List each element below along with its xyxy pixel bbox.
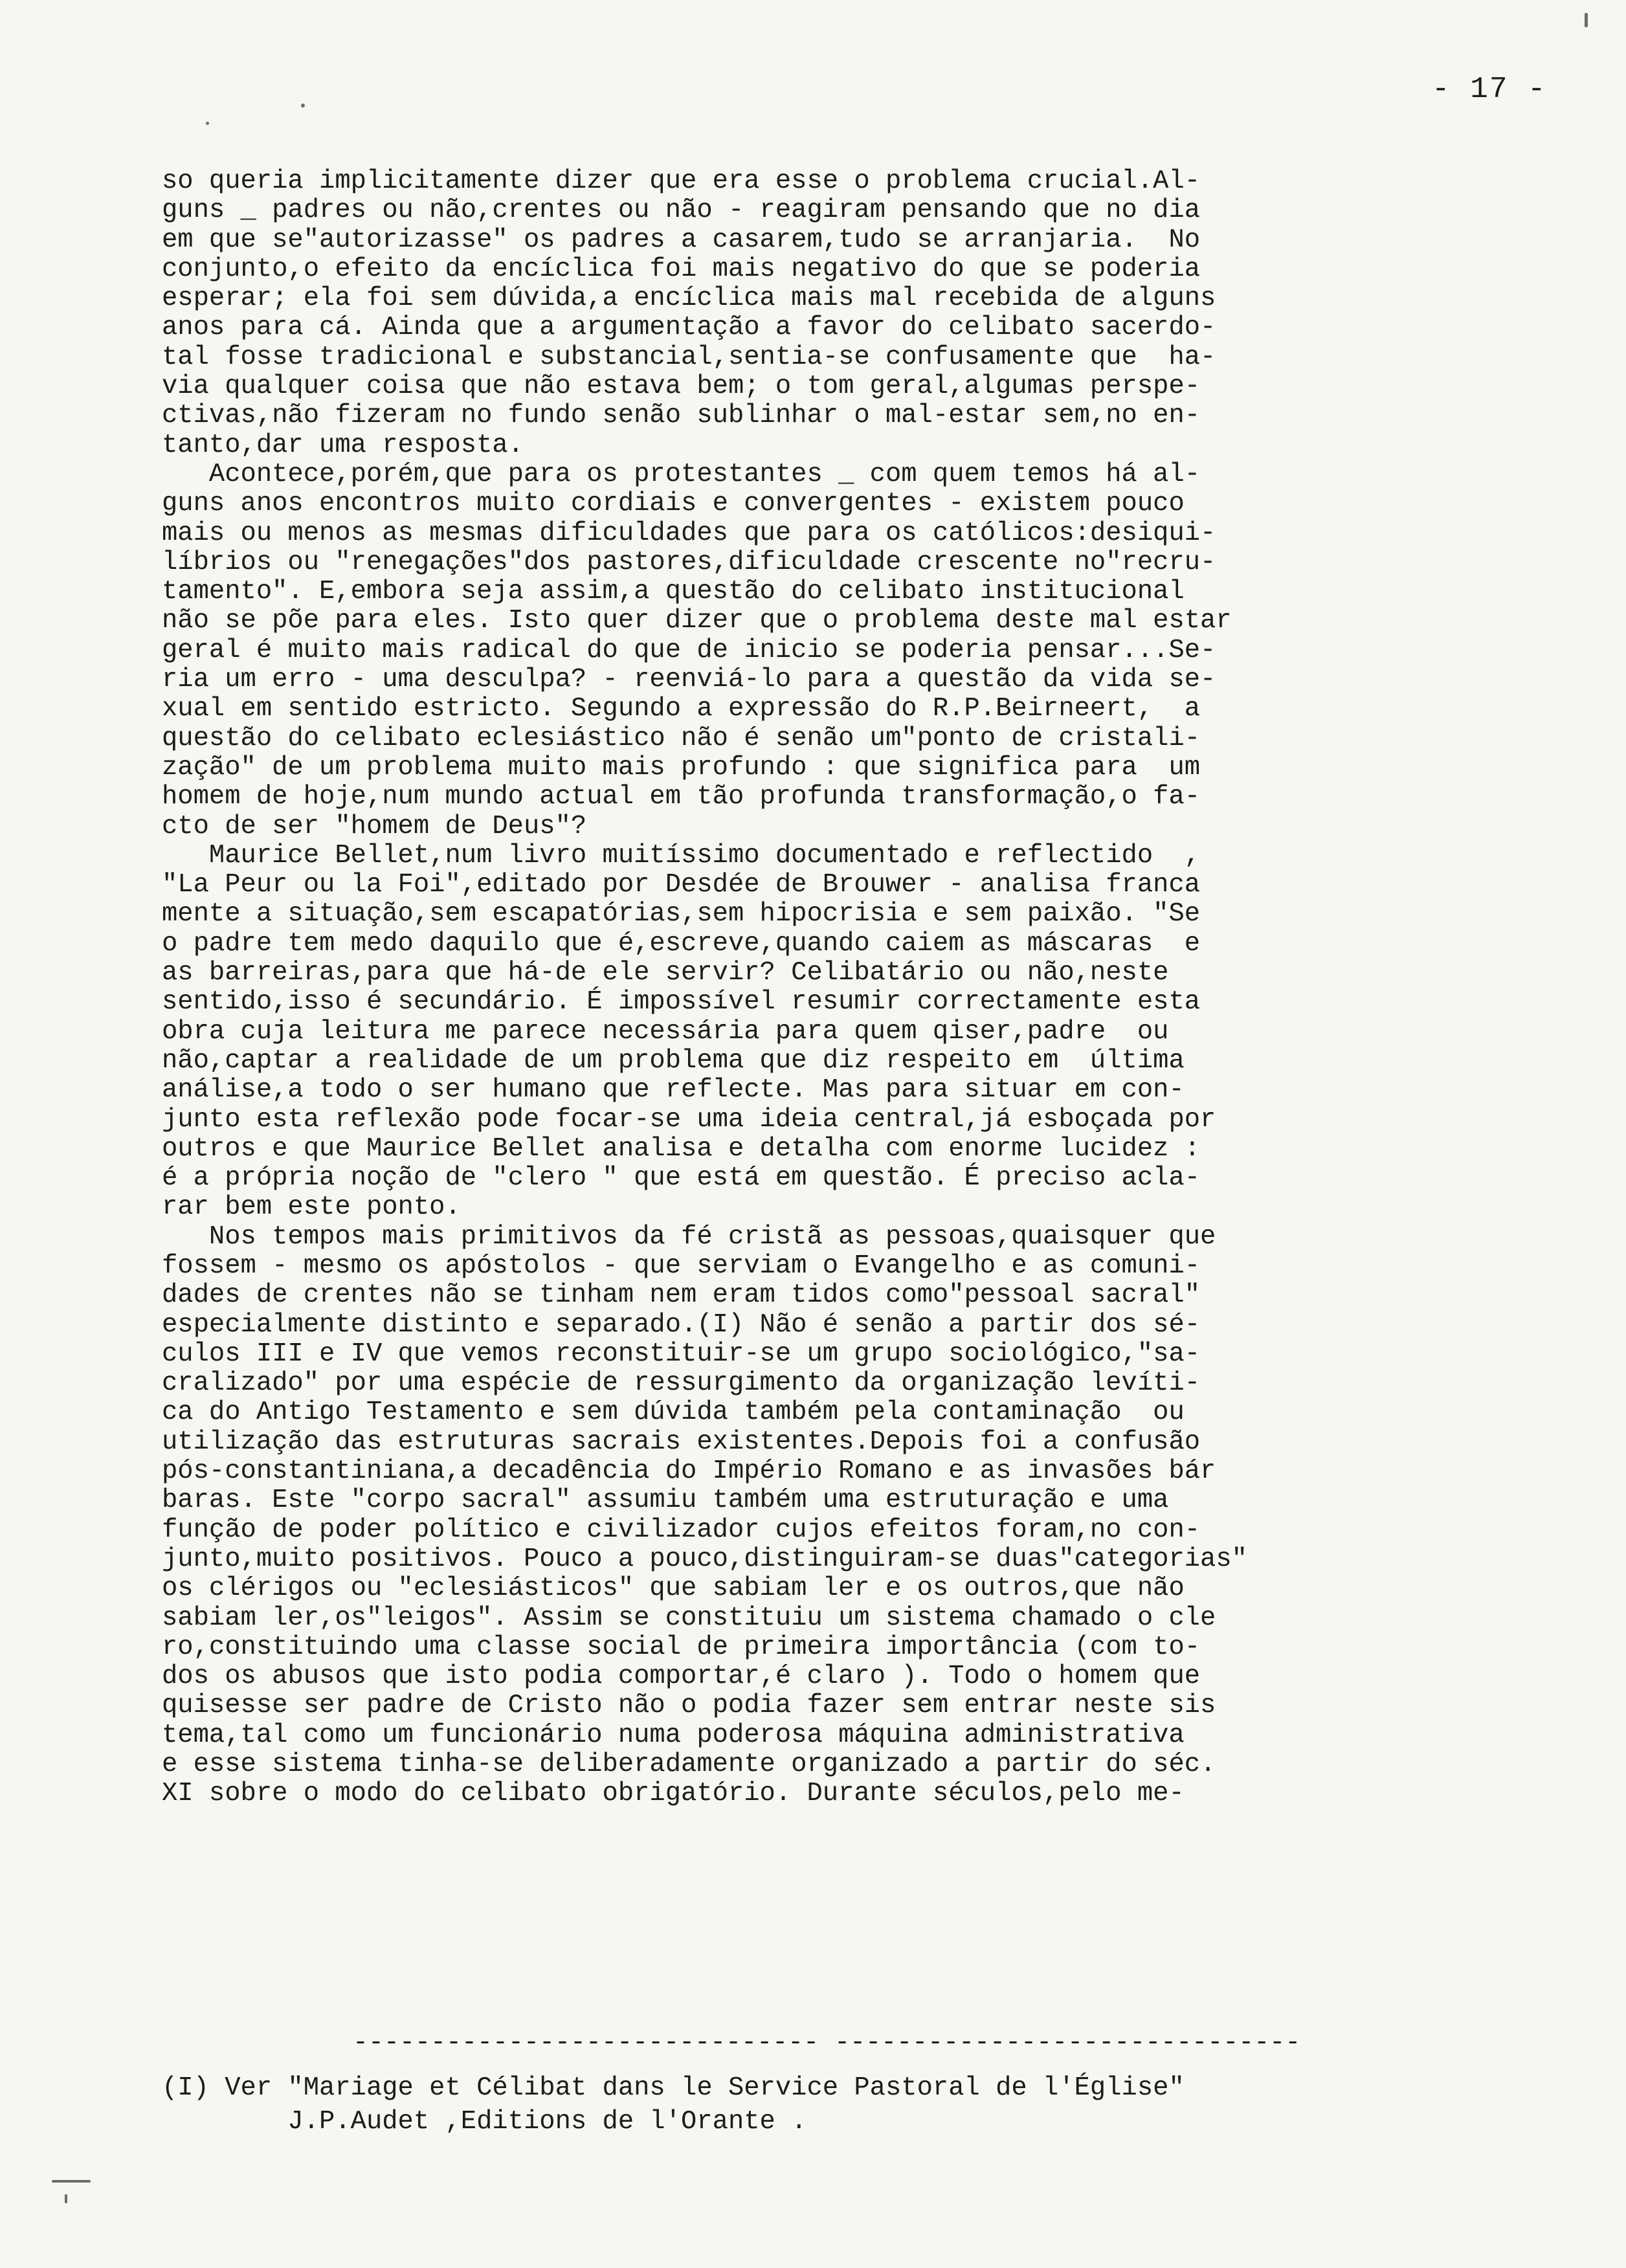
text-line: é a própria noção de "clero " que está em questão. É preciso acla- [162,1163,1201,1194]
text-line: baras. Este "corpo sacral" assumiu também uma estruturação e uma [162,1485,1169,1516]
text-line: questão do celibato eclesiástico não é senão um"ponto de cristali- [162,723,1201,753]
text-line: dos os abusos que isto podia comportar,é claro ). Todo o homem que [162,1662,1201,1692]
footnote-line: (I) Ver "Mariage et Célibat dans le Service Pastoral de l'Église" [162,2073,1185,2103]
text-line: em que se"autorizasse" os padres a casarem,tudo se arranjaria. No [162,225,1201,255]
text-line: especialmente distinto e separado.(I) Não é senão a partir dos sé- [162,1309,1201,1340]
text-line: ro,constituindo uma classe social de primeira importância (com to- [162,1632,1201,1662]
text-line: mente a situação,sem escapatórias,sem hipocrisia e sem paixão. "Se [162,899,1201,929]
text-line: obra cuja leitura me parece necessária para quem qiser,padre ou [162,1016,1169,1047]
text-line: homem de hoje,num mundo actual em tão profunda transformação,o fa- [162,782,1201,812]
text-line: o padre tem medo daquilo que é,escreve,quando caiem as máscaras e [162,928,1201,959]
text-line: quisesse ser padre de Cristo não o podia fazer sem entrar neste sis [162,1691,1216,1721]
text-line: rar bem este ponto. [162,1192,461,1223]
text-line: líbrios ou "renegações"dos pastores,dificuldade crescente no"recru- [162,547,1216,577]
text-line: tanto,dar uma resposta. [162,430,524,460]
text-line: tamento". E,embora seja assim,a questão do celibato institucional [162,577,1185,607]
scan-speck [65,2194,67,2203]
text-line: junto esta reflexão pode focar-se uma ideia central,já esboçada por [162,1104,1216,1135]
text-line: xual em sentido estricto. Segundo a expressão do R.P.Beirneert, a [162,694,1201,724]
text-line: tal fosse tradicional e substancial,sentia-se confusamente que ha- [162,342,1216,372]
text-line: "La Peur ou la Foi",editado por Desdée de Brouwer - analisa franca [162,870,1201,900]
text-line: utilização das estruturas sacrais existentes.Depois foi a confusão [162,1427,1201,1457]
text-line: conjunto,o efeito da encíclica foi mais negativo do que se poderia [162,254,1201,284]
text-line: fossem - mesmo os apóstolos - que serviam o Evangelho e as comuni- [162,1251,1201,1281]
text-line: análise,a todo o ser humano que reflecte. Mas para situar em con- [162,1075,1185,1106]
text-line: so queria implicitamente dizer que era esse o problema crucial.Al- [162,166,1201,196]
text-line: e esse sistema tinha-se deliberadamente organizado a partir do séc. [162,1750,1216,1780]
text-line: geral é muito mais radical do que de inicio se poderia pensar...Se- [162,635,1216,665]
text-line: dades de crentes não se tinham nem eram tidos como"pessoal sacral" [162,1280,1201,1311]
text-line: cto de ser "homem de Deus"? [162,811,587,841]
footnote [162,2071,1185,2139]
text-line: anos para cá. Ainda que a argumentação a favor do celibato sacerdo- [162,313,1216,343]
text-line: junto,muito positivos. Pouco a pouco,distinguiram-se duas"categorias" [162,1544,1247,1574]
text-line: função de poder político e civilizador cujos efeitos foram,no con- [162,1515,1201,1545]
text-line: culos III e IV que vemos reconstituir-se um grupo sociológico,"sa- [162,1339,1201,1369]
text-line: cralizado" por uma espécie de ressurgimento da organização levíti- [162,1368,1201,1399]
text-line: pós-constantiniana,a decadência do Império Romano e as invasões bár [162,1456,1216,1487]
scan-speck [301,104,305,107]
footnote-separator: ------------------------------ ------------------------------ [353,2029,1301,2058]
text-line: as barreiras,para que há-de ele servir? Celibatário ou não,neste [162,958,1169,988]
text-line: não se põe para eles. Isto quer dizer que o problema deste mal estar [162,606,1232,636]
text-line: ria um erro - uma desculpa? - reenviá-lo para a questão da vida se- [162,665,1216,695]
text-line: Nos tempos mais primitivos da fé cristã as pessoas,quaisquer que [162,1221,1216,1252]
text-line: esperar; ela foi sem dúvida,a encíclica mais mal recebida de alguns [162,284,1216,314]
page-number: - 17 - [1432,72,1547,106]
footnote-line: J.P.Audet ,Editions de l'Orante . [162,2107,807,2137]
text-line: ca do Antigo Testamento e sem dúvida também pela contaminação ou [162,1397,1185,1428]
text-line: via qualquer coisa que não estava bem; o tom geral,algumas perspe- [162,372,1201,402]
text-line: os clérigos ou "eclesiásticos" que sabiam ler e os outros,que não [162,1573,1185,1604]
text-line: mais ou menos as mesmas dificuldades que para os católicos:desiqui- [162,518,1216,548]
text-line: ctivas,não fizeram no fundo senão sublinhar o mal-estar sem,no en- [162,401,1201,431]
text-line: Maurice Bellet,num livro muitíssimo documentado e reflectido , [162,840,1201,871]
text-line: sabiam ler,os"leigos". Assim se constituiu um sistema chamado o cle [162,1603,1216,1633]
text-line: sentido,isso é secundário. É impossível resumir correctamente esta [162,987,1201,1017]
text-line: tema,tal como um funcionário numa poderosa máquina administrativa [162,1720,1185,1750]
text-line: Acontece,porém,que para os protestantes _ com quem temos há al- [162,459,1201,489]
text-line: XI sobre o modo do celibato obrigatório. Durante séculos,pelo me- [162,1779,1185,1809]
scan-speck [1585,13,1588,27]
scan-speck [52,2180,91,2183]
text-line: guns _ padres ou não,crentes ou não - reagiram pensando que no dia [162,195,1201,226]
text-line: guns anos encontros muito cordiais e convergentes - existem pouco [162,489,1185,519]
text-line: não,captar a realidade de um problema que diz respeito em última [162,1045,1185,1076]
scan-speck [206,122,209,125]
text-line: outros e que Maurice Bellet analisa e detalha com enorme lucidez : [162,1133,1201,1164]
text-line: zação" de um problema muito mais profundo : que significa para um [162,752,1201,783]
body-text [162,167,1573,1809]
